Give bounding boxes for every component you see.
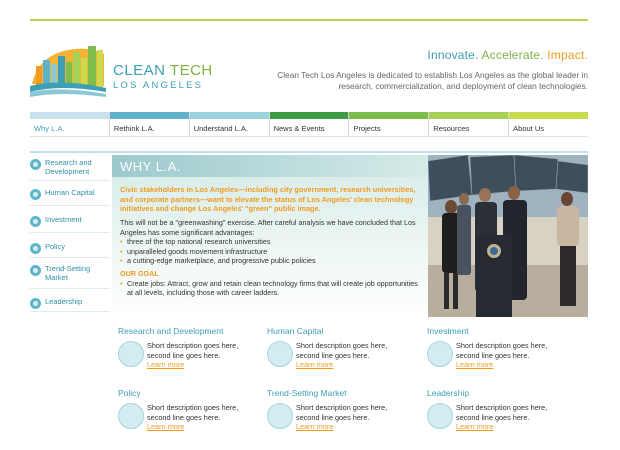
sidebar (30, 154, 110, 312)
feature-leadership (427, 388, 567, 440)
feature-title[interactable]: Research and Development (118, 326, 224, 336)
nav-color-bar (190, 112, 269, 119)
sidebar-item-label: Leadership (45, 297, 83, 306)
nav-label: Resources (433, 124, 470, 133)
feature-title[interactable]: Policy (118, 388, 141, 398)
nav-label: About Us (513, 124, 545, 133)
feature-human-capital (267, 326, 407, 378)
nav-label: Why L.A. (34, 124, 65, 133)
clean-tech-logo[interactable] (30, 42, 106, 98)
sidebar-item-human-capital[interactable] (30, 181, 110, 206)
feature-description (456, 403, 564, 432)
leader-icon (427, 403, 453, 429)
description-line: Short description goes here, (147, 341, 239, 350)
nav-color-bar (429, 112, 508, 119)
learn-more-link[interactable]: Learn more (456, 422, 494, 431)
description-line: Short description goes here, (456, 403, 548, 412)
learn-more-link[interactable]: Learn more (296, 360, 334, 369)
feature-trend-setting (267, 388, 407, 440)
body-copy (120, 218, 424, 298)
logo-title-clean: CLEAN (113, 62, 170, 79)
feature-title[interactable]: Investment (427, 326, 469, 336)
nav-color-bar (110, 112, 189, 119)
nav-label: News & Events (273, 124, 325, 133)
main-content-panel (112, 155, 428, 317)
description-line: second line goes here. (296, 412, 370, 422)
goal-bullet: • Create jobs: Attract, grow and retain clean technology firms that will create job opportunities at all levels, including those with career ladders. (120, 279, 424, 298)
nav-understand-la[interactable] (189, 112, 269, 136)
learn-more-link[interactable]: Learn more (147, 360, 185, 369)
tagline (427, 48, 588, 62)
people-icon (30, 189, 41, 200)
nav-label: Rethink L.A. (113, 124, 155, 133)
description-line: Short description goes here, (456, 341, 548, 350)
description-line: second line goes here. (456, 350, 530, 360)
nav-color-bar (30, 112, 109, 119)
content-divider (30, 151, 588, 153)
feature-title[interactable]: Human Capital (267, 326, 324, 336)
advantage-bullet: • unparalleled goods movement infrastructure (120, 247, 424, 257)
description-line: Short description goes here, (296, 341, 388, 350)
feature-description (296, 341, 404, 370)
nav-projects[interactable] (348, 112, 428, 136)
main-nav (30, 112, 588, 136)
sidebar-item-leadership[interactable] (30, 289, 110, 312)
intro-text: Clean Tech Los Angeles is dedicated to establish Los Angeles as the global leader in research, commercialization, and deployment of clean technologies. (277, 70, 588, 91)
feature-description (147, 403, 255, 432)
feature-title[interactable]: Trend-Setting Market (267, 388, 347, 398)
description-line: Short description goes here, (296, 403, 388, 412)
lead-paragraph: Civic stakeholders in Los Angeles—including city government, research universities, and corporate partners—want to elevate the status of Los Angeles' clean technology initiatives and change Los Angeles' "green" public image. (120, 185, 416, 214)
nav-color-bar (509, 112, 588, 119)
feature-investment (427, 326, 567, 378)
sidebar-item-label: Policy (45, 242, 66, 251)
description-line: second line goes here. (296, 350, 370, 360)
tagline-accelerate: Accelerate. (481, 48, 544, 62)
goal-heading: OUR GOAL (120, 268, 159, 278)
description-line: Short description goes here, (147, 403, 239, 412)
feature-description (296, 403, 404, 432)
people-icon (267, 341, 293, 367)
logo-title-tech: TECH (169, 62, 213, 79)
nav-why-la[interactable] (30, 112, 109, 136)
sidebar-item-label: Investment (45, 215, 82, 224)
document-icon (30, 243, 41, 254)
sidebar-item-label: Human Capital (45, 188, 95, 197)
description-line: second line goes here. (147, 350, 221, 360)
flask-icon (30, 159, 41, 170)
page-title: WHY L.A. (112, 155, 428, 177)
sidebar-item-policy[interactable] (30, 233, 110, 258)
wave-icon (30, 265, 41, 276)
learn-more-link[interactable]: Learn more (296, 422, 334, 431)
sidebar-item-label: Trend-Setting Market (45, 264, 91, 282)
nav-rethink-la[interactable] (109, 112, 189, 136)
nav-label: Understand L.A. (193, 124, 248, 133)
wave-icon (267, 403, 293, 429)
body-paragraph: This will not be a "greenwashing" exercise. After careful analysis we have concluded that Los Angeles has some significant advantages: (120, 218, 416, 237)
sidebar-item-label: Research and Development (45, 158, 92, 176)
description-line: second line goes here. (456, 412, 530, 422)
logo-subtitle: LOS ANGELES (113, 80, 204, 91)
chart-icon (427, 341, 453, 367)
feature-research (118, 326, 258, 378)
sidebar-item-research[interactable] (30, 154, 110, 181)
sidebar-item-investment[interactable] (30, 206, 110, 233)
top-rule (30, 19, 588, 21)
flask-icon (118, 341, 144, 367)
leader-icon (30, 298, 41, 309)
feature-policy (118, 388, 258, 440)
learn-more-link[interactable]: Learn more (456, 360, 494, 369)
feature-description (456, 341, 564, 370)
sidebar-item-trend-setting[interactable] (30, 258, 110, 289)
nav-color-bar (349, 112, 428, 119)
learn-more-link[interactable]: Learn more (147, 422, 185, 431)
press-conference-photo (428, 155, 588, 317)
feature-title[interactable]: Leadership (427, 388, 470, 398)
description-line: second line goes here. (147, 412, 221, 422)
nav-label: Projects (353, 124, 381, 133)
tagline-innovate: Innovate. (427, 48, 479, 62)
nav-resources[interactable] (428, 112, 508, 136)
tagline-impact: Impact. (547, 48, 588, 62)
advantage-bullet: • three of the top national research universities (120, 237, 424, 247)
nav-about-us[interactable] (508, 112, 588, 136)
nav-news-events[interactable] (269, 112, 349, 136)
logo-wordmark (113, 63, 213, 91)
feature-description (147, 341, 255, 370)
advantage-bullet: • a cutting-edge marketplace, and progressive public policies (120, 256, 424, 266)
nav-color-bar (270, 112, 349, 119)
nav-divider (30, 136, 588, 137)
document-icon (118, 403, 144, 429)
chart-icon (30, 216, 41, 227)
